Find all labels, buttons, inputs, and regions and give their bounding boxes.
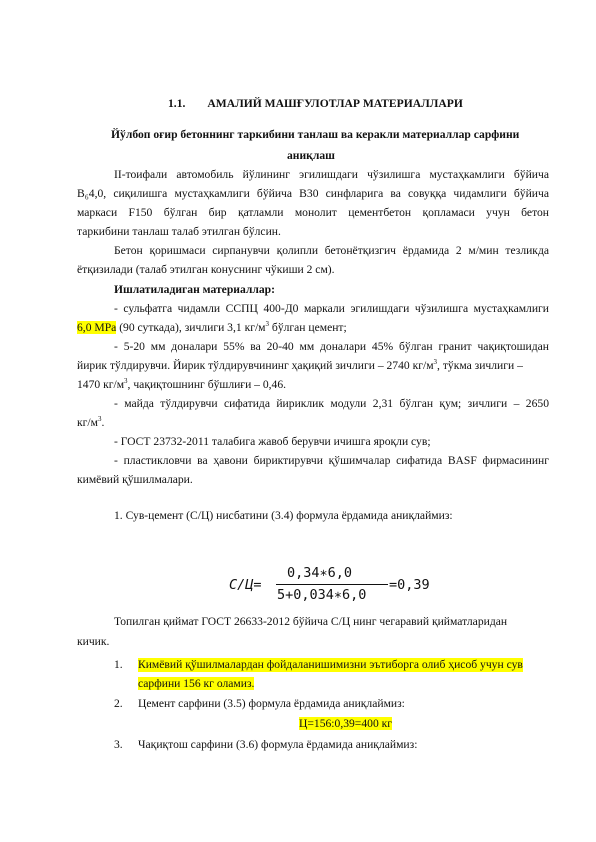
list-item-number: 1. (114, 658, 123, 671)
section-title: АМАЛИЙ МАШҒУЛОТЛАР МАТЕРИАЛЛАРИ (207, 97, 463, 110)
additives-line-1 (114, 454, 549, 468)
granite-density: йирик тўлдирувчи. Йирик тўлдирувчининг ҳақиқий зичлиги – 2740 кг/м (77, 359, 434, 372)
formula-fraction-bar (276, 584, 388, 585)
intro-p1-text: II-тоифали автомобиль йўлининг эгилишдаги чўзилишга мустаҳкамлиги бўйича (114, 168, 549, 181)
after-formula-line-2: кичик. (77, 635, 110, 648)
list-item-number: 2. (114, 697, 123, 710)
granite-sup-2: 3 (124, 377, 128, 386)
list-item-2-line-1: Цемент сарфини (3.5) формула ёрдамида аниқлаймиз: (138, 697, 405, 710)
after-formula-line-1: Топилган қиймат ГОСТ 26633-2012 бўйича С/Ц нинг чегаравий қийматларидан (114, 615, 508, 628)
formula-numerator: 0,34∗6,0 (287, 565, 353, 581)
granite-line-2 (77, 359, 523, 373)
intro-p1-line-3 (77, 206, 549, 220)
cement-line-2 (77, 321, 347, 335)
list-item-3-line-1: Чақиқтош сарфини (3.6) формула ёрдамида аниқлаймиз: (138, 738, 418, 751)
cement-text: - сульфатга чидамли ССПЦ 400-Д0 маркали эгилишдаги чўзилишга мустаҳкамлиги (114, 302, 549, 315)
granite-line-3 (77, 378, 286, 392)
intro-p1-text: маркаси F150 бўлган бир қатламли монолит цементбетон қопламаси учун бетон (77, 206, 549, 219)
granite-bulk: , тўкма зичлиги – (437, 359, 523, 372)
intro-p1-line-1 (114, 168, 549, 182)
step-1-text: 1. Сув-цемент (С/Ц) нисбатини (3.4) формула ёрдамида аниқлаймиз: (114, 509, 453, 522)
intro-p2-line-2: ётқизилади (талаб этилган конуснинг чўкиши 2 см). (77, 263, 335, 276)
subtitle-line-2: аниқлаш (287, 149, 335, 162)
cement-strength-highlight: 6,0 МРа (77, 321, 117, 334)
intro-p2-line-1 (114, 244, 549, 258)
cement-line-1 (114, 302, 549, 316)
sand-unit: кг/м (77, 416, 98, 429)
water-cement-formula (215, 563, 465, 609)
granite-voids: , чақиқтошнинг бўшлиғи – 0,46. (127, 378, 287, 391)
list-item-1-line-2: сарфини 156 кг оламиз. (138, 677, 255, 690)
water-line: - ГОСТ 23732-2011 талабига жавоб берувчи ичишга яроқли сув; (114, 435, 431, 448)
sand-line-1 (114, 397, 549, 411)
granite-text: - 5-20 мм доналари 55% ва 20-40 мм доналари 45% бўлган гранит чақиқтошидан (114, 340, 549, 353)
intro-p1-line-2 (77, 187, 549, 201)
section-number: 1.1. (168, 97, 186, 110)
granite-bulk-value: 1470 кг/м (77, 378, 125, 391)
materials-heading: Ишлатиладиган материаллар: (114, 283, 275, 296)
section-heading (168, 97, 463, 111)
subtitle-line-1: Йўлбоп оғир бетоннинг таркибини танлаш ва керакли материаллар сарфини (111, 128, 520, 141)
cement-consumption-formula-row (299, 717, 392, 731)
list-item-1-line-1: Кимёвий қўшилмалардан фойдаланишимизни эътиборга олиб ҳисоб учун сув (138, 658, 523, 671)
cement-rest: (90 суткада), зичлиги 3,1 кг/м (116, 321, 266, 334)
sand-sup: 3 (97, 415, 102, 424)
cement-consumption-formula: Ц=156:0,39=400 кг (299, 717, 393, 730)
list-item-number: 3. (114, 738, 123, 751)
sand-end: . (101, 416, 105, 429)
formula-lhs: С/Ц= (229, 577, 262, 593)
sand-line-2 (77, 416, 104, 430)
additives-line-2: кимёвий қўшилмалари. (77, 473, 193, 486)
intro-p1-line-4: таркибини танлаш талаб этилган бўлсин. (77, 225, 281, 238)
formula-rhs: =0,39 (389, 577, 430, 593)
granite-line-1 (114, 340, 549, 354)
additives-text: - пластикловчи ва ҳавони бириктирувчи қўшимчалар сифатида BASF фирмасининг (114, 454, 549, 467)
cement-end: бўлган цемент; (269, 321, 347, 334)
intro-p2-text: Бетон қоришмаси сирпанувчи қолипли бетонётқизгич ёрдамида 2 м/мин тезликда (114, 244, 549, 257)
granite-sup: 3 (433, 358, 438, 367)
sand-text: - майда тўлдирувчи сифатида йириклик модули 2,31 бўлган қум; зичлиги – 2650 (114, 397, 549, 410)
intro-p1-text: B₆4,0, сиқилишга мустаҳкамлиги бўйича B30 синфларига ва совуққа чидамлиги бўйича (77, 187, 549, 200)
formula-denominator: 5+0,034∗6,0 (277, 587, 367, 603)
cement-sup: 3 (265, 320, 270, 329)
list-item-1-cont (138, 677, 254, 691)
